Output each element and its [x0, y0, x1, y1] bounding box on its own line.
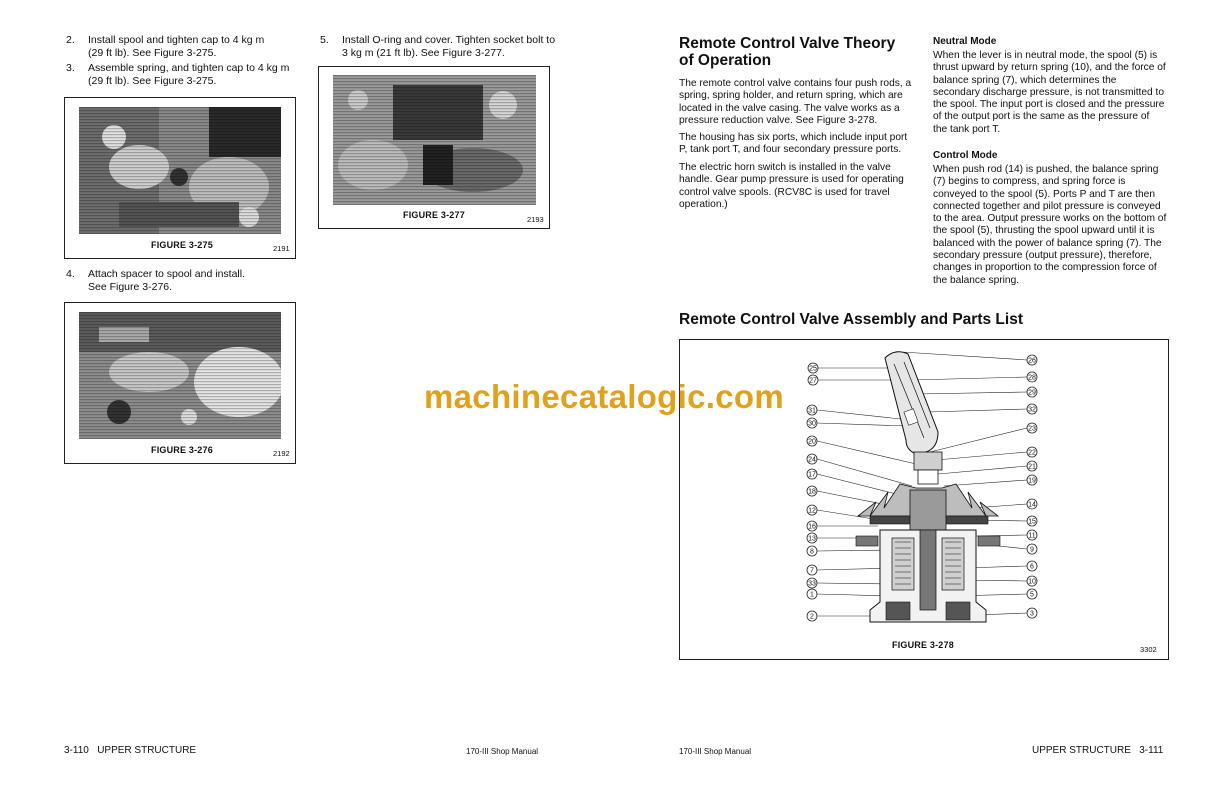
figure-label: FIGURE 3-278	[892, 640, 954, 650]
callout-18	[807, 486, 817, 496]
callout-20	[807, 436, 817, 446]
page-number: 3-111	[1139, 745, 1164, 756]
figure-3-276-photo	[79, 312, 281, 439]
callout-25	[808, 363, 818, 373]
callout-14	[1027, 499, 1037, 509]
callout-number: 2	[810, 613, 814, 621]
callout-number: 30	[808, 420, 816, 428]
step-text: Assemble spring, and tighten cap to 4 kg m (29 ft lb). See Figure 3-275.	[88, 62, 290, 87]
callout-1	[807, 589, 817, 599]
callout-number: 29	[1028, 389, 1036, 397]
right-footer-manual: 170-III Shop Manual	[679, 747, 752, 756]
leader-line	[928, 409, 1027, 412]
step-number: 2.	[66, 34, 75, 46]
callout-8	[807, 546, 817, 556]
callout-number: 6	[1030, 563, 1034, 571]
callout-12	[807, 505, 817, 515]
callout-number: 1	[810, 591, 814, 599]
page-number: 3-110	[64, 745, 89, 756]
callout-32	[1027, 404, 1037, 414]
theory-paragraph-1: The remote control valve contains four push rods, a spring, spring holder, and return spring, which are located in the valve casing. The valve works as a pressure reduction valve. See Figure 3-278.	[679, 78, 912, 126]
figure-number: 3302	[1140, 645, 1157, 654]
callout-number: 12	[808, 507, 816, 515]
callout-22	[1027, 447, 1037, 457]
callout-29	[1027, 387, 1037, 397]
callout-7	[807, 565, 817, 575]
callout-number: 28	[1028, 374, 1036, 382]
callout-number: 26	[1028, 357, 1036, 365]
theory-title: Remote Control Valve Theory of Operation	[679, 35, 896, 69]
callout-15	[1027, 516, 1037, 526]
callout-number: 27	[809, 377, 817, 385]
theory-paragraph-3: The electric horn switch is installed in the valve handle. Gear pump pressure is used for operating control valve spools. (RCV8C is used for travel operation.)	[679, 162, 904, 210]
callout-26	[1027, 355, 1037, 365]
leader-line	[938, 466, 1027, 474]
callout-number: 18	[808, 488, 816, 496]
callout-number: 32	[1028, 406, 1036, 414]
callout-31	[807, 405, 817, 415]
neutral-mode-heading: Neutral Mode	[933, 36, 997, 47]
figure-3-277-photo	[333, 75, 536, 205]
figure-3-275	[64, 97, 296, 259]
step-number: 3.	[66, 62, 75, 74]
callout-number: 13	[808, 535, 816, 543]
callout-2	[807, 611, 817, 621]
callout-17	[807, 469, 817, 479]
left-footer-manual: 170-III Shop Manual	[466, 747, 539, 756]
callout-13	[807, 533, 817, 543]
figure-number: 2191	[273, 244, 290, 253]
step-number: 5.	[320, 34, 329, 46]
callout-number: 19	[1028, 477, 1036, 485]
step-3	[66, 62, 296, 88]
callout-number: 10	[1028, 578, 1036, 586]
callout-10	[1027, 576, 1037, 586]
callout-number: 3	[1030, 610, 1034, 618]
leader-line	[817, 423, 908, 426]
callout-number: 9	[1030, 546, 1034, 554]
callout-number: 8	[810, 548, 814, 556]
callout-number: 21	[1028, 463, 1036, 471]
callout-number: 22	[1028, 449, 1036, 457]
callout-number: 25	[809, 365, 817, 373]
control-mode-text: When push rod (14) is pushed, the balance spring (7) begins to compress, and spring force is conveyed to the spool (5). Ports P and T are then connected together and pilot pressure is conveyed to the area. Output pressure works on the bottom of the spool (5), thrusting the spool upward until it is balanced with the power of balance spring (7). The secondary pressure (output pressure), therefore, changes in proportion to the compression force of the balance spring.	[933, 164, 1167, 286]
control-mode-heading: Control Mode	[933, 150, 998, 161]
figure-number: 2193	[527, 215, 544, 224]
callout-9	[1027, 544, 1037, 554]
leader-line	[930, 428, 1027, 452]
step-text: Install O-ring and cover. Tighten socket bolt to 3 kg m (21 ft lb). See Figure 3-277.	[342, 34, 556, 59]
assembly-title: Remote Control Valve Assembly and Parts List	[679, 311, 1023, 328]
callout-3	[1027, 608, 1037, 618]
callout-number: 20	[808, 438, 816, 446]
neutral-mode-text: When the lever is in neutral mode, the spool (5) is thrust upward by return spring (10), and the force of balance spring (7), which determines the secondary discharge pressure, is not transmitted to the spool. The input port is closed and the pressure of the output port is the same as the pressure of the tank port T.	[933, 50, 1166, 135]
callout-23	[1027, 423, 1037, 433]
callout-33	[807, 578, 817, 588]
callout-19	[1027, 475, 1037, 485]
figure-3-275-photo	[79, 107, 281, 234]
callout-number: 5	[1030, 591, 1034, 599]
watermark-text: machinecatalogic.com	[424, 378, 784, 415]
leader-line	[936, 452, 1027, 460]
callout-5	[1027, 589, 1037, 599]
step-text: Install spool and tighten cap to 4 kg m (29 ft lb). See Figure 3-275.	[88, 34, 265, 59]
callout-number: 15	[1028, 518, 1036, 526]
leader-line	[902, 352, 1027, 360]
step-5	[320, 34, 560, 60]
callout-number: 7	[810, 567, 814, 575]
callout-number: 31	[808, 407, 816, 415]
callout-6	[1027, 561, 1037, 571]
leader-line	[817, 459, 912, 486]
leader-line	[916, 392, 1027, 394]
right-footer-page	[1032, 745, 1163, 756]
callout-number: 14	[1028, 501, 1036, 509]
step-4	[66, 268, 296, 294]
leader-line	[817, 441, 916, 464]
callout-16	[807, 521, 817, 531]
theory-paragraph-2: The housing has six ports, which include input port P, tank port T, and four secondary pressure ports.	[679, 132, 908, 156]
callout-30	[807, 418, 817, 428]
figure-number: 2192	[273, 449, 290, 458]
step-text: Attach spacer to spool and install. See Figure 3-276.	[88, 268, 246, 293]
callout-24	[807, 454, 817, 464]
figure-3-276	[64, 302, 296, 464]
step-number: 4.	[66, 268, 75, 280]
figure-3-277	[318, 66, 550, 229]
callout-number: 11	[1028, 532, 1036, 540]
callout-number: 23	[1028, 425, 1036, 433]
section-name: UPPER STRUCTURE	[1032, 745, 1131, 756]
callout-number: 16	[808, 523, 816, 531]
callout-number: 17	[808, 471, 816, 479]
leader-line	[912, 377, 1027, 380]
figure-label: FIGURE 3-275	[151, 240, 213, 250]
callout-number: 24	[808, 456, 816, 464]
callout-28	[1027, 372, 1037, 382]
figure-label: FIGURE 3-277	[403, 210, 465, 220]
left-footer-page	[64, 745, 196, 756]
callout-11	[1027, 530, 1037, 540]
leader-line	[817, 410, 910, 420]
callout-27	[808, 375, 818, 385]
figure-label: FIGURE 3-276	[151, 445, 213, 455]
callout-number: 33	[808, 580, 816, 588]
step-2	[66, 34, 296, 60]
callout-21	[1027, 461, 1037, 471]
section-name: UPPER STRUCTURE	[97, 745, 197, 756]
